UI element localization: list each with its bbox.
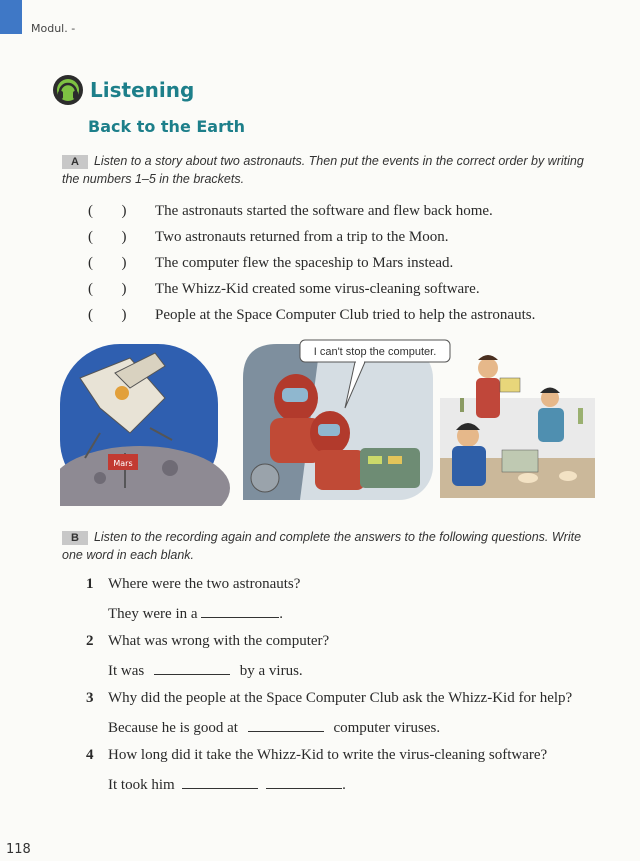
question-number: 4	[86, 747, 94, 763]
computer-club-picture	[440, 355, 595, 498]
lesson-subtitle: Back to the Earth	[88, 117, 246, 136]
event-text: The Whizz-Kid created some virus-cleaning software.	[155, 281, 480, 297]
speech-bubble-text: I can't stop the computer.	[313, 346, 437, 358]
answer-line: They were in a .	[108, 603, 606, 623]
part-b-instruction	[62, 528, 602, 564]
mars-sign-label: Mars	[113, 459, 133, 468]
answer-bracket[interactable]: ( )	[88, 281, 127, 297]
event-item	[88, 224, 608, 250]
module-color-tab	[0, 0, 22, 34]
answer-blank[interactable]	[182, 774, 258, 789]
event-list	[88, 198, 608, 328]
event-item	[88, 198, 608, 224]
answer-blank[interactable]	[154, 660, 230, 675]
event-text: Two astronauts returned from a trip to the Moon.	[155, 229, 449, 245]
answer-bracket[interactable]: ( )	[88, 203, 127, 219]
answer-bracket[interactable]: ( )	[88, 255, 127, 271]
event-text: People at the Space Computer Club tried to help the astronauts.	[155, 307, 536, 323]
question-text: Why did the people at the Space Computer Club ask the Whizz-Kid for help?	[108, 690, 573, 706]
answer-bracket[interactable]: ( )	[88, 229, 127, 245]
answer-line: It was by a virus.	[108, 660, 606, 680]
spaceship-mars-picture	[60, 344, 230, 506]
question-number: 1	[86, 576, 94, 592]
answer-blank[interactable]	[248, 717, 324, 732]
question-list	[86, 576, 606, 804]
answer-blank[interactable]	[266, 774, 342, 789]
headphones-icon	[52, 74, 84, 106]
part-a-badge: A	[62, 155, 88, 169]
section-heading	[52, 74, 194, 106]
part-a-instruction	[62, 152, 602, 188]
answer-bracket[interactable]: ( )	[88, 307, 127, 323]
part-b-instruction-text: Listen to the recording again and complete the answers to the following questions. Write one word in each blank.	[62, 530, 582, 562]
part-b-badge: B	[62, 531, 88, 545]
event-item	[88, 250, 608, 276]
question-text: How long did it take the Whizz-Kid to write the virus-cleaning software?	[108, 747, 548, 763]
answer-line: Because he is good at computer viruses.	[108, 717, 606, 737]
answer-line: It took him .	[108, 774, 606, 794]
question-row	[86, 576, 606, 593]
story-illustrations	[60, 338, 600, 506]
module-label: Modul. -	[31, 22, 76, 35]
section-title: Listening	[90, 78, 195, 102]
event-text: The astronauts started the software and flew back home.	[155, 203, 493, 219]
event-item	[88, 302, 608, 328]
page-number: 118	[6, 842, 31, 857]
question-block	[86, 633, 606, 680]
question-block	[86, 576, 606, 623]
question-row	[86, 633, 606, 650]
part-a-instruction-text: Listen to a story about two astronauts. Then put the events in the correct order by writing the numbers 1–5 in the brackets.	[62, 154, 584, 186]
question-block	[86, 747, 606, 794]
question-number: 3	[86, 690, 94, 706]
astronauts-picture	[243, 340, 450, 500]
event-item	[88, 276, 608, 302]
answer-blank[interactable]	[201, 603, 279, 618]
question-row	[86, 747, 606, 764]
question-text: Where were the two astronauts?	[108, 576, 301, 592]
question-number: 2	[86, 633, 94, 649]
question-block	[86, 690, 606, 737]
question-row	[86, 690, 606, 707]
event-text: The computer flew the spaceship to Mars instead.	[155, 255, 454, 271]
question-text: What was wrong with the computer?	[108, 633, 330, 649]
